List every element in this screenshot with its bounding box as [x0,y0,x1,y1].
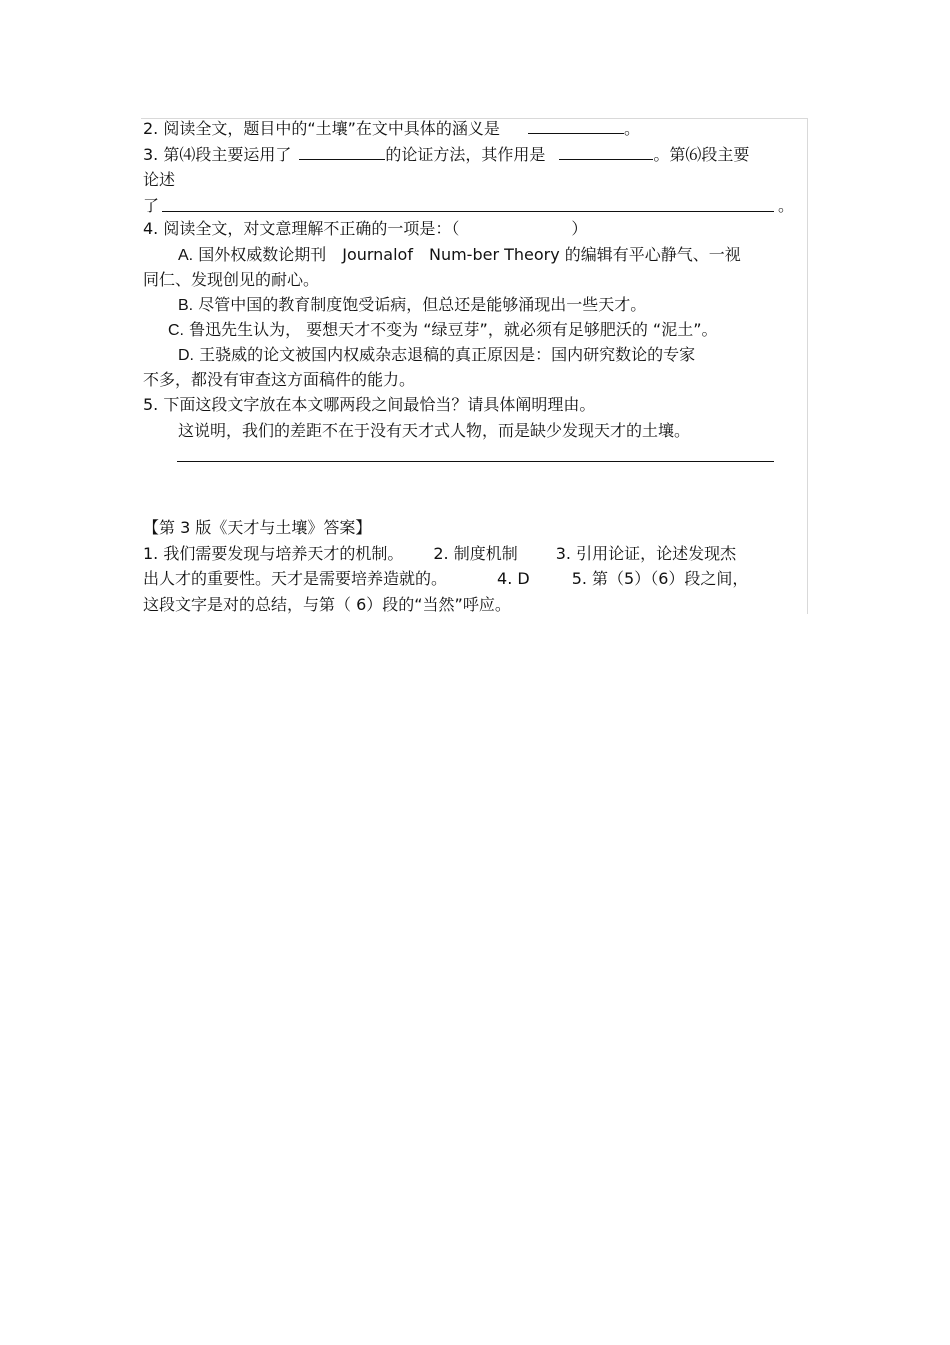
answers-heading: 【第 3 版《天才与土壤》答案】 [143,518,372,537]
option-a [178,244,741,266]
answer-blank-long [177,461,774,462]
answer-blank [299,145,385,160]
answer-3: 3. 引用论证，论述发现杰 [555,544,737,563]
question-2-text: 2. 阅读全文，题目中的“土壤”在文中具体的涵义是 [143,119,500,138]
answers-line-3: 这段文字是对的总结，与第（ 6）段的“当然”呼应。 [143,595,511,614]
question-2-end: 。 [623,119,640,138]
answers-line-2 [143,568,748,590]
question-3-line3 [143,195,159,217]
option-d [178,344,695,366]
option-a-text: 国外权威数论期刊 Journalof Num-ber Theory 的编辑有平心静气、一视 [198,245,741,264]
question-2 [143,118,640,140]
answer-blank-long [162,211,774,212]
answer-blank [528,119,624,134]
question-3-line3-end: 。 [778,196,795,215]
frame-right-border [807,118,808,614]
question-5-stem: 5. 下面这段文字放在本文哪两段之间最恰当？请具体阐明理由。 [143,395,596,414]
question-5-quote: 这说明，我们的差距不在于没有天才式人物，而是缺少发现天才的土壤。 [178,421,691,440]
question-4-stem-end: ） [571,219,588,238]
answer-3-cont: 出人才的重要性。天才是需要培养造就的。 [143,569,448,588]
answer-1: 1. 我们需要发现与培养天才的机制。 [143,544,404,563]
answers-line-1 [143,543,736,565]
question-3-part2: 的论证方法，其作用是 [385,145,546,164]
answer-5: 5. 第（5）（6）段之间， [571,569,749,588]
option-c [168,319,718,341]
option-b-label: B. [178,297,194,314]
answer-blank [559,145,653,160]
question-3-line3-start: 了 [143,196,160,215]
question-4-stem-text: 4. 阅读全文，对文意理解不正确的一项是：（ [143,219,460,238]
question-3-line2: 论述 [143,170,176,189]
answer-2: 2. 制度机制 [433,544,518,563]
option-c-text: 鲁迅先生认为， 要想天才不变为 “绿豆芽”，就必须有足够肥沃的 “泥土”。 [189,320,718,339]
question-3-part3: 。第⑹段主要 [653,145,750,164]
question-3 [143,144,749,166]
option-a-label: A. [178,247,194,264]
question-4-stem [143,218,587,240]
question-3-part1: 3. 第⑷段主要运用了 [143,145,292,164]
option-a-cont: 同仁、发现创见的耐心。 [143,270,320,289]
option-d-label: D. [178,347,194,364]
option-b-text: 尽管中国的教育制度饱受诟病，但总还是能够涌现出一些天才。 [198,295,647,314]
option-d-cont: 不多，都没有审查这方面稿件的能力。 [143,370,416,389]
answer-4: 4. D [497,569,530,588]
option-c-label: C. [168,322,184,339]
option-b [178,294,646,316]
option-d-text: 王骁威的论文被国内权威杂志退稿的真正原因是：国内研究数论的专家 [199,345,696,364]
